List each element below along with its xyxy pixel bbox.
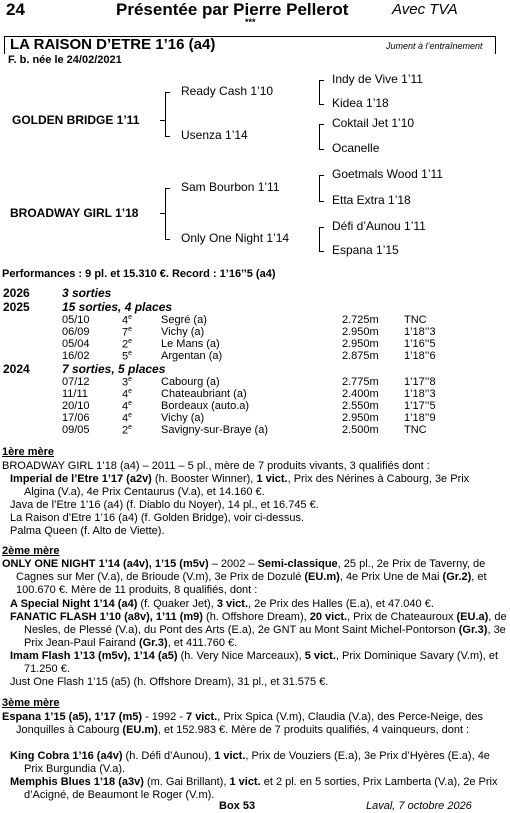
race-place: 2e bbox=[122, 424, 133, 437]
race-dist: 2.550m bbox=[342, 400, 379, 412]
bracket-tick bbox=[319, 201, 324, 202]
product-name: A Special Night 1’14 (a4) bbox=[10, 598, 138, 610]
race-time: 1’16’’5 bbox=[404, 338, 436, 350]
text-run: (Gr.3) bbox=[138, 637, 168, 649]
text-run: , 3e Prix Jean-Paul Fairand bbox=[24, 624, 506, 649]
mere2-product bbox=[10, 611, 510, 650]
text-run: , de Nesles, de Plessé (V.a), du Pont des Arts (E.a), 2e GNT au Mont Saint Michel-Pontorson bbox=[24, 611, 507, 636]
product-name: Memphis Blues 1’18 (a3v) bbox=[10, 776, 144, 788]
text-run: , Prix des Nérines à Cabourg, 3e Prix Algina (V.a), 4e Prix Centaurus (V.a), et 14.160 €. bbox=[24, 473, 470, 498]
pedigree-sire-sire: Ready Cash 1’10 bbox=[181, 84, 274, 98]
bracket-tick bbox=[160, 213, 165, 214]
race-track: Vichy (a) bbox=[161, 326, 205, 338]
footer-place-date: Laval, 7 octobre 2026 bbox=[366, 800, 472, 812]
race-dist: 2.725m bbox=[342, 314, 379, 326]
race-dist: 2.950m bbox=[342, 338, 379, 350]
year-label: 2026 bbox=[3, 286, 30, 300]
horse-status: Jument à l’entraînement bbox=[386, 41, 483, 51]
race-place: 4e bbox=[122, 314, 133, 327]
race-date: 07/12 bbox=[62, 376, 90, 388]
product-name: FANATIC FLASH 1’10 (a8v), 1’11 (m9) bbox=[10, 611, 203, 623]
race-dist: 2.775m bbox=[342, 376, 379, 388]
text-run: 1 vict. bbox=[256, 473, 288, 485]
text-run: , Prix Spica (V.m), Claudia (V.a), des Perce-Neige, des Jonquilles à Cabourg bbox=[16, 711, 483, 736]
text-run: , Prix Dominique Savary (V.m), et 71.250 €. bbox=[24, 650, 499, 675]
bracket-tick bbox=[319, 104, 324, 105]
pedigree-sire: GOLDEN BRIDGE 1’11 bbox=[12, 113, 140, 127]
mere2-product bbox=[10, 650, 510, 676]
bracket-tick bbox=[319, 251, 324, 252]
race-track: Cabourg (a) bbox=[161, 376, 220, 388]
race-time: 1’18’’3 bbox=[404, 388, 436, 400]
footer-box: Box 53 bbox=[219, 800, 256, 812]
section-title-mere3: 3ème mère bbox=[2, 697, 60, 709]
race-date: 20/10 bbox=[62, 400, 90, 412]
text-run: (Gr.2) bbox=[442, 571, 472, 583]
bracket-line bbox=[319, 175, 320, 201]
horse-birth: F. b. née le 24/02/2021 bbox=[8, 54, 122, 66]
pedigree-dam-dam: Only One Night 1’14 bbox=[181, 231, 290, 245]
text-run: (h. Booster Winner), bbox=[151, 473, 257, 485]
race-dist: 2.950m bbox=[342, 326, 379, 338]
section-title-mere2: 2ème mère bbox=[2, 545, 60, 557]
text-run: 1 vict. bbox=[214, 750, 246, 762]
year-summary: 7 sorties, 5 places bbox=[62, 362, 166, 376]
text-run: (h. Défi d’Aunou), bbox=[122, 750, 215, 762]
text-run: , Prix de Vouziers (E.a), 3e Prix d’Hyères (E.a), 4e Prix Burgundia (V.a). bbox=[24, 750, 490, 775]
race-time: 1’18’’9 bbox=[404, 412, 436, 424]
text-run: 3 vict. bbox=[216, 598, 249, 610]
text-run: Semi-classique bbox=[257, 558, 338, 570]
race-dist: 2.950m bbox=[342, 412, 379, 424]
text-run: , et 411.760 €. bbox=[167, 637, 238, 649]
text-run: , et 100.670 €. Mère de 11 produits, 8 qualifiés, dont : bbox=[16, 571, 487, 596]
bracket-line bbox=[165, 92, 166, 136]
text-run: (m. Gai Brillant), bbox=[143, 776, 230, 788]
race-place: 4e bbox=[122, 388, 133, 401]
stars-mark: *** bbox=[245, 17, 256, 27]
mere2-intro bbox=[2, 558, 508, 597]
race-dist: 2.875m bbox=[342, 350, 379, 362]
product-name: King Cobra 1’16 (a4v) bbox=[10, 750, 123, 762]
race-date: 16/02 bbox=[62, 350, 90, 362]
race-date: 17/06 bbox=[62, 412, 90, 424]
bracket-line bbox=[165, 188, 166, 239]
text-run: , Prix de Chateauroux bbox=[347, 611, 457, 623]
pedigree-sssd: Kidea 1’18 bbox=[332, 96, 389, 110]
text-run: (Gr.3) bbox=[458, 624, 488, 636]
race-time: 1’18’’3 bbox=[404, 326, 436, 338]
mere1-product: Palma Queen (f. Alto de Viette). bbox=[10, 525, 165, 537]
text-run: , 2e Prix des Halles (E.a), et 47.040 €. bbox=[248, 598, 434, 610]
text-run: 1 vict. bbox=[229, 776, 261, 788]
pedigree-dsss: Goetmals Wood 1’11 bbox=[332, 167, 443, 181]
text-run: (h. Offshore Dream), bbox=[202, 611, 310, 623]
bracket-tick bbox=[319, 175, 324, 176]
mere1-product: La Raison d’Etre 1’16 (a4) (f. Golden Bridge), voir ci-dessus. bbox=[10, 512, 305, 524]
mere1-product bbox=[10, 473, 500, 499]
text-run: , 25 pl., 2e Prix de Taverny, de Cagnes sur Mer (V.a), de Brioude (V.m), 3e Prix de Dozulé bbox=[16, 558, 486, 583]
race-place: 3e bbox=[122, 376, 133, 389]
bracket-tick bbox=[165, 239, 170, 240]
pedigree-sire-dam: Usenza 1’14 bbox=[181, 128, 248, 142]
year-summary: 3 sorties bbox=[62, 286, 112, 300]
pedigree-dam: BROADWAY GIRL 1’18 bbox=[10, 206, 139, 220]
text-run: 5 vict. bbox=[304, 650, 336, 662]
bracket-tick bbox=[319, 124, 324, 125]
year-label: 2024 bbox=[3, 362, 30, 376]
race-track: Chateaubriant (a) bbox=[161, 388, 247, 400]
text-run: (h. Very Nice Marceaux), bbox=[177, 650, 305, 662]
race-time: 1’17’’5 bbox=[404, 400, 436, 412]
bracket-line bbox=[319, 124, 320, 149]
text-run: – 2002 – bbox=[208, 558, 258, 570]
bracket-tick bbox=[165, 92, 170, 93]
mere1-product: Java de l’Etre 1’16 (a4) (f. Diablo du Noyer), 14 pl., et 16.745 €. bbox=[10, 499, 319, 511]
race-date: 06/09 bbox=[62, 326, 90, 338]
bracket-tick bbox=[165, 136, 170, 137]
presenter-title: Présentée par Pierre Pellerot bbox=[116, 0, 349, 19]
page-number: 24 bbox=[6, 0, 25, 19]
pedigree-dssd: Etta Extra 1’18 bbox=[332, 193, 411, 207]
pedigree-ssdd: Ocanelle bbox=[332, 141, 380, 155]
mere1-intro: BROADWAY GIRL 1’18 (a4) – 2011 – 5 pl., mère de 7 produits vivants, 3 qualifiés dont : bbox=[2, 460, 430, 472]
race-date: 09/05 bbox=[62, 424, 90, 436]
pedigree-ssss: Indy de Vive 1’11 bbox=[332, 72, 423, 86]
bracket-tick bbox=[319, 149, 324, 150]
race-track: Bordeaux (auto.a) bbox=[161, 400, 250, 412]
race-place: 4e bbox=[122, 400, 133, 413]
section-title-mere1: 1ère mère bbox=[2, 446, 54, 458]
pedigree-dddd: Espana 1’15 bbox=[332, 243, 399, 257]
text-run: , et 152.983 €. Mère de 7 produits qualifiés, 4 vainqueurs, dont : bbox=[157, 724, 470, 736]
race-track: Argentan (a) bbox=[161, 350, 223, 362]
mere2-product bbox=[10, 598, 496, 611]
race-date: 05/04 bbox=[62, 338, 90, 350]
year-summary: 15 sorties, 4 places bbox=[62, 300, 173, 314]
bracket-tick bbox=[319, 80, 324, 81]
text-run: - 1992 - bbox=[142, 711, 187, 723]
race-dist: 2.500m bbox=[342, 424, 379, 436]
mere3-product bbox=[10, 776, 510, 802]
bracket-line bbox=[319, 80, 320, 104]
race-time: TNC bbox=[404, 314, 427, 326]
text-run: 7 vict. bbox=[186, 711, 218, 723]
mere3-product bbox=[10, 750, 510, 776]
race-date: 05/10 bbox=[62, 314, 90, 326]
pedigree-ddds: Défi d’Aunou 1’11 bbox=[332, 219, 426, 233]
bracket-line bbox=[319, 227, 320, 251]
year-label: 2025 bbox=[3, 300, 30, 314]
text-run: et 2 pl. en 5 sorties, Prix Lamberta (V.a), 2e Prix d’Acigné, de Beaumont le Roger (V.m). bbox=[24, 776, 498, 801]
race-place: 7e bbox=[122, 326, 133, 339]
bracket-tick bbox=[319, 227, 324, 228]
mere3-intro bbox=[2, 711, 508, 737]
pedigree-ssds: Coktail Jet 1’10 bbox=[332, 116, 415, 130]
race-place: 2e bbox=[122, 338, 133, 351]
race-place: 5e bbox=[122, 350, 133, 363]
text-run: 20 vict. bbox=[309, 611, 348, 623]
race-time: TNC bbox=[404, 424, 427, 436]
mare-name: Espana 1’15 (a5), 1’17 (m5) bbox=[2, 711, 143, 723]
race-dist: 2.400m bbox=[342, 388, 379, 400]
race-track: Savigny-sur-Braye (a) bbox=[161, 424, 268, 436]
mere2-product: Just One Flash 1’15 (a5) (h. Offshore Dream), 31 pl., et 31.575 €. bbox=[10, 676, 329, 688]
product-name: Imperial de l’Etre 1’17 (a2v) bbox=[10, 473, 152, 485]
product-name: Imam Flash 1’13 (m5v), 1’14 (a5) bbox=[10, 650, 178, 662]
horse-name: LA RAISON D’ETRE 1’16 (a4) bbox=[10, 36, 216, 53]
race-date: 11/11 bbox=[62, 388, 88, 400]
text-run: (f. Quaker Jet), bbox=[137, 598, 217, 610]
performances-summary: Performances : 9 pl. et 15.310 €. Record : 1’16’’5 (a4) bbox=[2, 268, 276, 280]
race-track: Vichy (a) bbox=[161, 412, 205, 424]
text-run: , 4e Prix Une de Mai bbox=[339, 571, 443, 583]
race-track: Le Mans (a) bbox=[161, 338, 220, 350]
sponsor-label: Avec TVA bbox=[392, 1, 458, 18]
text-run: (EU.a) bbox=[456, 611, 489, 623]
race-time: 1’17’’8 bbox=[404, 376, 436, 388]
pedigree-dam-sire: Sam Bourbon 1’11 bbox=[181, 180, 280, 194]
bracket-tick bbox=[160, 120, 165, 121]
text-run: (EU.m) bbox=[122, 724, 158, 736]
mare-name: ONLY ONE NIGHT 1’14 (a4v), 1’15 (m5v) bbox=[2, 558, 209, 570]
race-time: 1’18’’6 bbox=[404, 350, 436, 362]
bracket-tick bbox=[165, 188, 170, 189]
text-run: (EU.m) bbox=[304, 571, 340, 583]
race-place: 4e bbox=[122, 412, 133, 425]
race-track: Segré (a) bbox=[161, 314, 207, 326]
